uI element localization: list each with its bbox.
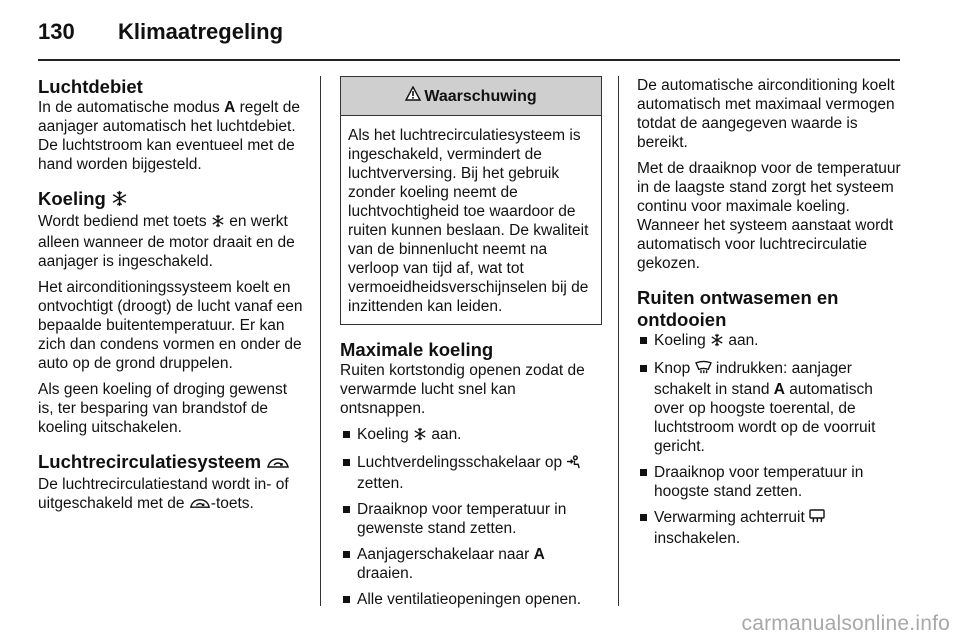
column-divider [320,76,321,606]
max-cooling-steps [340,425,602,609]
air-distribution-icon [566,455,581,474]
list-item: Draaiknop voor temperatuur in gewenste stand zetten. [340,500,602,538]
warning-triangle-icon [405,86,424,106]
snowflake-icon [111,190,128,212]
list-item: Koeling aan. [340,425,602,446]
cooling-paragraph-2: Het airconditioningssysteem koelt en ontvochtigt (droogt) de lucht vanaf een bepaalde buitentemperatuur. Er kan zich dan condens vormen en onder de auto op de grond druppelen. [38,279,303,372]
column-right [637,76,902,555]
warning-title: Waarschuwing [424,87,537,105]
list-item: Knop indrukken: aanjager schakelt in stand A automatisch over op hoogste toerental, de luchtstroom wordt op de voorruit gericht. [637,359,902,456]
header-rule [38,59,900,61]
warning-box [340,76,602,325]
chapter-title: Klimaatregeling [118,19,284,44]
page-header [38,12,283,52]
list-item: Draaiknop voor temperatuur in hoogste stand zetten. [637,463,902,501]
snowflake-icon [211,214,225,233]
recirculation-icon [189,496,211,515]
list-item: Luchtverdelingsschakelaar op zetten. [340,453,602,493]
warning-text: Als het luchtrecirculatiesysteem is ingeschakeld, vermindert de luchtverversing. Bij het gebruik zonder koeling neemt de luchtvochtigheid toe waardoor de ruiten kunnen beslaan. De kwaliteit van de binnenlucht neemt na verloop van tijd af, wat tot vermoeidheidsverschijnselen bij de inzittenden kan leiden. [348,127,589,315]
recirculation-heading: Luchtrecirculatiesysteem [38,451,303,475]
max-cooling-intro: Ruiten kortstondig openen zodat de verwarmde lucht snel kan ontsnappen. [340,362,585,417]
column-middle [340,76,602,616]
list-item: Alle ventilatieopeningen openen. [340,590,602,609]
cooling-paragraph-1: Wordt bediend met toets en werkt alleen wanneer de motor draait en de aanjager is ingeschakeld. [38,213,295,270]
watermark: carmanualsonline.info [741,612,950,635]
airflow-paragraph: In de automatische modus A regelt de aanjager automatisch het luchtdebiet. De luchtstroom kan eventueel met de hand worden bijgesteld. [38,99,300,173]
list-item: Verwarming achterruit inschakelen. [637,508,902,548]
list-item: Aanjagerschakelaar naar A draaien. [340,545,602,583]
temperature-paragraph: Met de draaiknop voor de temperatuur in de laagste stand zorgt het systeem continu voor maximale koeling. Wanneer het systeem aanstaat wordt automatisch voor luchtrecirculatie gekozen. [637,160,901,272]
snowflake-icon [710,333,724,352]
cooling-heading: Koeling [38,188,303,212]
airflow-heading: Luchtdebiet [38,76,143,97]
max-cooling-heading: Maximale koeling [340,339,494,360]
defog-steps [637,331,902,548]
warning-header [341,77,601,116]
cooling-paragraph-3: Als geen koeling of droging gewenst is, ter besparing van brandstof de koeling uitschakelen. [38,381,288,436]
list-item: Koeling aan. [637,331,902,352]
recirculation-icon [266,453,290,475]
mode-letter: A [224,99,236,116]
recirculation-paragraph: De luchtrecirculatiestand wordt in- of uitgeschakeld met de -toets. [38,475,303,515]
defog-heading: Ruiten ontwasemen en ontdooien [637,287,839,330]
column-left [38,76,303,522]
page-number: 130 [38,19,75,44]
column-divider [618,76,619,606]
windscreen-defrost-icon [695,360,712,380]
rear-window-heating-icon [809,509,825,529]
snowflake-icon [413,427,427,446]
auto-ac-paragraph: De automatische airconditioning koelt automatisch met maximaal vermogen totdat de aangegeven waarde is bereikt. [637,77,895,151]
